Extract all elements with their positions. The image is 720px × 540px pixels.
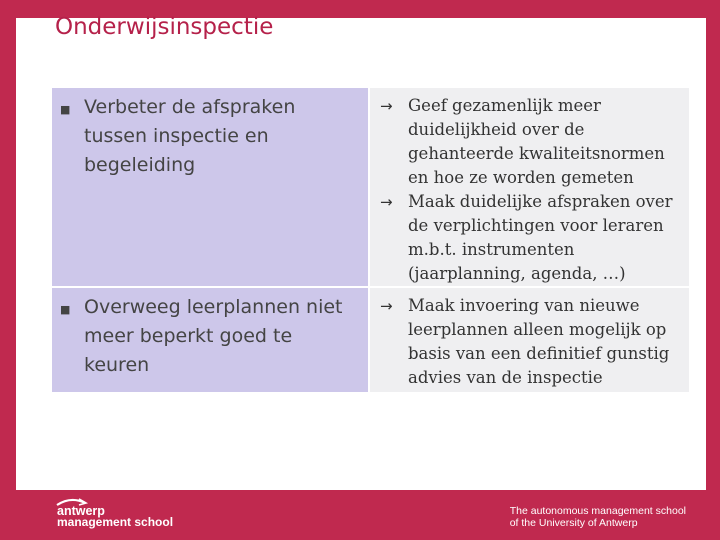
logo-text-line2: management school xyxy=(57,515,174,529)
list-item xyxy=(60,93,358,180)
list-item xyxy=(380,94,681,190)
tagline-line2: of the University of Antwerp xyxy=(509,517,638,529)
tagline-line1: The autonomous management school xyxy=(509,505,686,517)
recommendation-text: Verbeter de afspraken tussen inspectie en begeleiding xyxy=(84,96,296,176)
action-text: Maak duidelijke afspraken over de verplichtingen voor leraren m.b.t. instrumenten (jaarplanning, agenda, …) xyxy=(408,192,673,283)
action-text: Geef gezamenlijk meer duidelijkheid over de gehanteerde kwaliteitsnormen en hoe ze worden gemeten xyxy=(408,96,665,187)
comparison-table xyxy=(52,88,689,392)
action-text: Maak invoering van nieuwe leerplannen alleen mogelijk op basis van een definitief gunstig advies van de inspectie xyxy=(408,296,670,387)
recommendation-cell xyxy=(52,88,370,286)
list-item xyxy=(380,294,681,390)
list-item xyxy=(60,293,358,380)
action-cell xyxy=(370,88,689,286)
recommendation-text: Overweeg leerplannen niet meer beperkt goed te keuren xyxy=(84,296,343,376)
square-bullet-icon: ■ xyxy=(60,303,71,316)
slide-title: Onderwijsinspectie xyxy=(55,14,274,40)
logo-text-line1: antwerp xyxy=(57,504,105,518)
table-row xyxy=(52,88,689,286)
right-arrow-icon: → xyxy=(380,297,393,315)
right-arrow-icon: → xyxy=(380,97,393,115)
right-arrow-icon: → xyxy=(380,193,393,211)
recommendation-cell xyxy=(52,288,370,392)
action-cell xyxy=(370,288,689,392)
list-item xyxy=(380,190,681,286)
square-bullet-icon: ■ xyxy=(60,103,71,116)
table-row xyxy=(52,286,689,392)
footer-tagline xyxy=(510,505,686,529)
